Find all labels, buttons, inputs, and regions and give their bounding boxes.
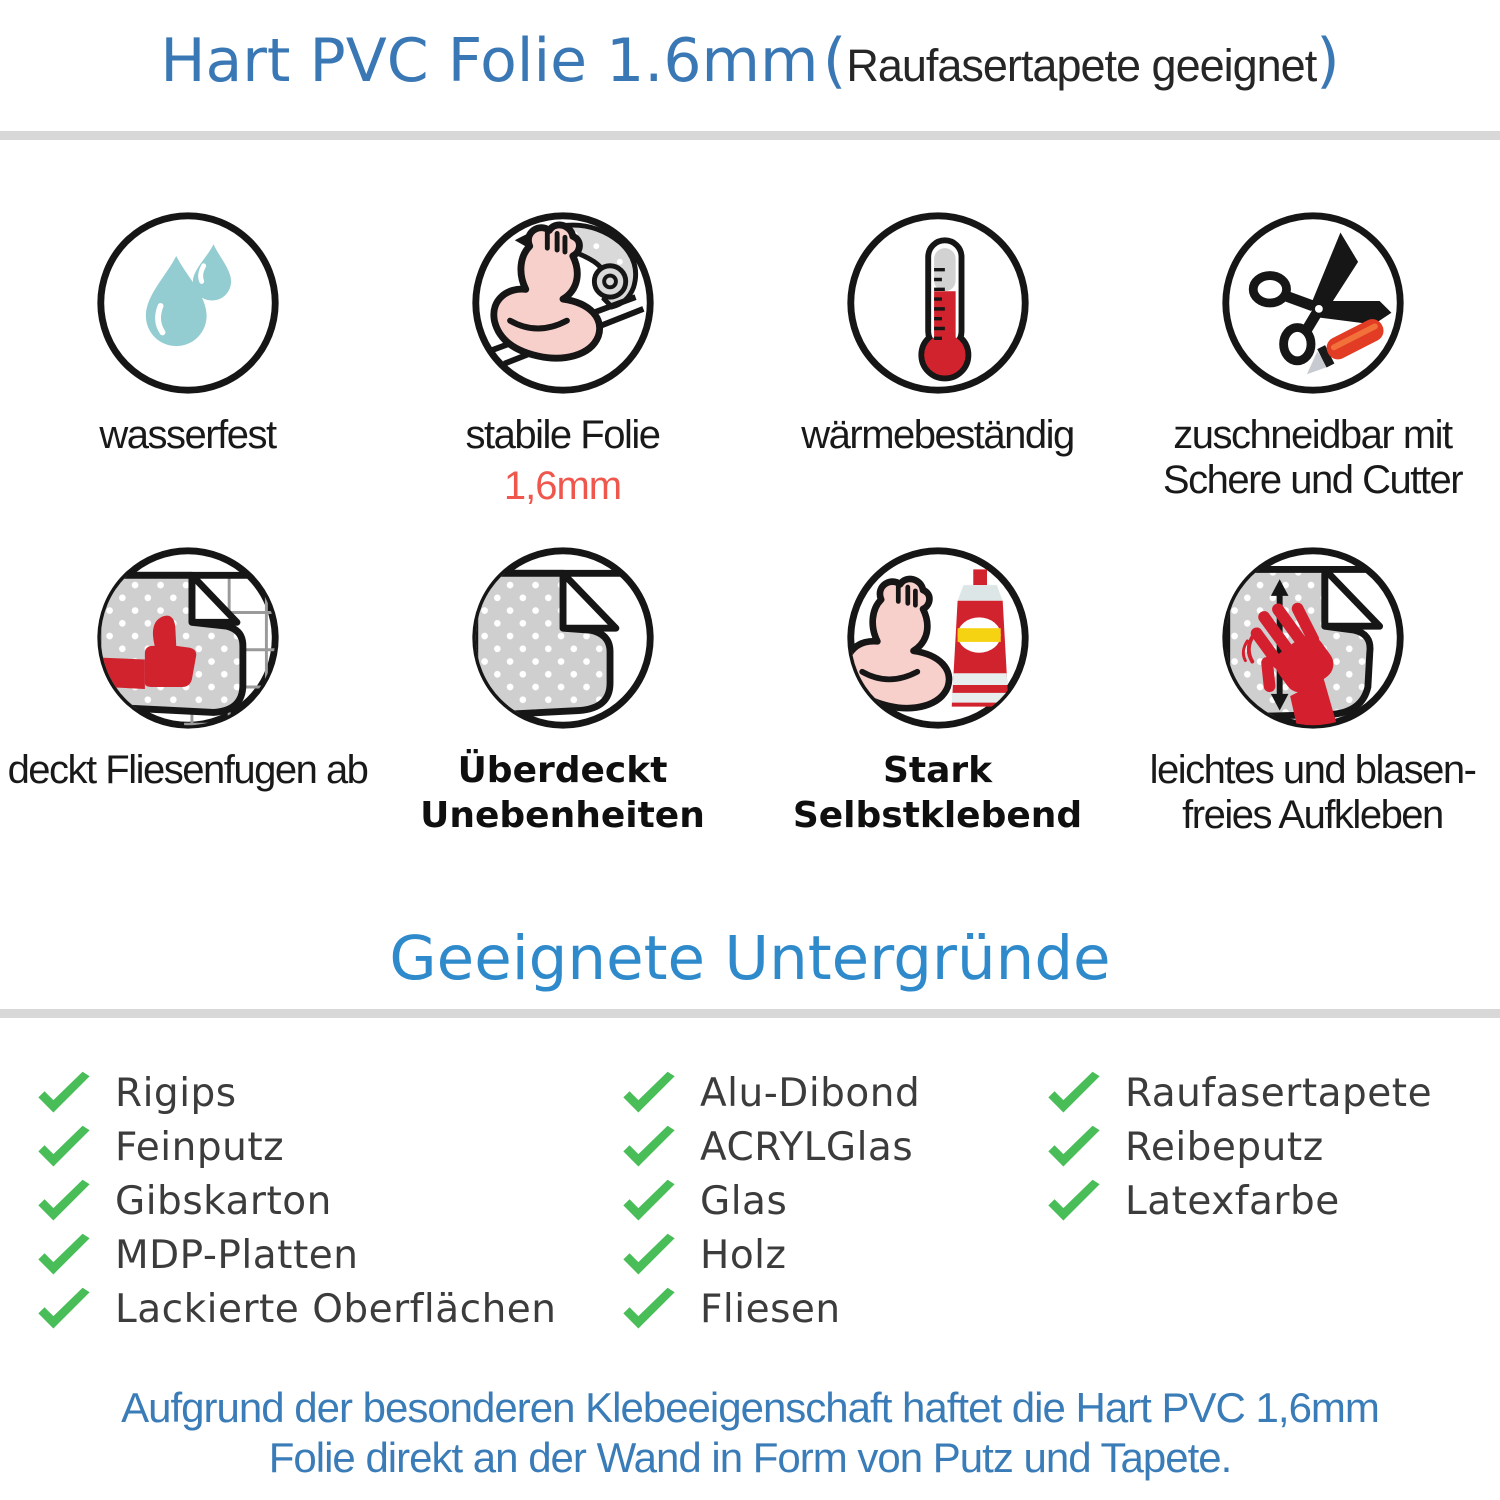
list-item: Fliesen [620, 1282, 1045, 1336]
substrates-column-3 [1045, 1066, 1432, 1336]
feature-label: wärmebeständig [801, 413, 1074, 457]
foil-fold-icon [465, 540, 661, 736]
substrates-list [35, 1066, 1432, 1336]
list-item: MDP-Platten [35, 1228, 620, 1282]
title-paren-open: ( [822, 26, 847, 96]
title-main: Hart PVC Folie 1.6mm [160, 26, 819, 96]
check-icon [620, 1124, 678, 1170]
list-item: Holz [620, 1228, 1045, 1282]
tile-joints-icon [90, 540, 286, 736]
footer-line-1: Aufgrund der besonderen Klebeeigenschaft haftet die Hart PVC 1,6mm [121, 1384, 1379, 1431]
list-item: Lackierte Oberflächen [35, 1282, 620, 1336]
list-item: Reibeputz [1045, 1120, 1432, 1174]
check-icon [35, 1286, 93, 1332]
substrates-column-2 [620, 1066, 1045, 1336]
check-icon [620, 1070, 678, 1116]
divider-top [0, 131, 1500, 140]
list-item: Rigips [35, 1066, 620, 1120]
list-item: ACRYLGlas [620, 1120, 1045, 1174]
list-item: Alu-Dibond [620, 1066, 1045, 1120]
feature-waterproof [0, 205, 375, 540]
list-item: Gibskarton [35, 1174, 620, 1228]
thermometer-icon [840, 205, 1036, 401]
list-item: Feinputz [35, 1120, 620, 1174]
check-icon [620, 1178, 678, 1224]
check-icon [35, 1070, 93, 1116]
feature-bubble-free [1125, 540, 1500, 875]
title-paren-text: Raufasertapete geeignet [846, 40, 1317, 91]
list-item: Latexfarbe [1045, 1174, 1432, 1228]
feature-label: Stark Selbstklebend [792, 750, 1083, 836]
substrates-heading: Geeignete Untergründe [389, 923, 1111, 994]
feature-covers-unevenness [375, 540, 750, 875]
hand-smoothing-icon [1215, 540, 1411, 736]
list-item: Raufasertapete [1045, 1066, 1432, 1120]
feature-heat-resistant [750, 205, 1125, 540]
list-item: Glas [620, 1174, 1045, 1228]
feature-label: zuschneidbar mit Schere und Cutter [1162, 413, 1463, 502]
water-drops-icon [90, 205, 286, 401]
muscle-glue-icon [840, 540, 1036, 736]
feature-stable-foil [375, 205, 750, 540]
check-icon [1045, 1124, 1103, 1170]
feature-label: deckt Fliesenfugen ab [7, 748, 368, 792]
feature-tile-joints [0, 540, 375, 875]
divider-substrates [0, 1009, 1500, 1018]
feature-label: stabile Folie [465, 413, 660, 457]
feature-strong-adhesive [750, 540, 1125, 875]
muscle-foil-icon [465, 205, 661, 401]
check-icon [35, 1178, 93, 1224]
check-icon [1045, 1178, 1103, 1224]
check-icon [620, 1232, 678, 1278]
scissors-cutter-icon [1215, 205, 1411, 401]
feature-grid [0, 205, 1500, 875]
feature-label: leichtes und blasen- freies Aufkleben [1149, 748, 1476, 837]
feature-thickness-value: 1,6mm [503, 463, 622, 508]
check-icon [35, 1124, 93, 1170]
footer-note [0, 1383, 1500, 1484]
title-paren-close: ) [1316, 26, 1340, 96]
page-title [0, 26, 1500, 96]
feature-cuttable [1125, 205, 1500, 540]
footer-line-2: Folie direkt an der Wand in Form von Putz und Tapete. [268, 1434, 1232, 1482]
check-icon [35, 1232, 93, 1278]
check-icon [620, 1286, 678, 1332]
substrates-column-1 [35, 1066, 620, 1336]
check-icon [1045, 1070, 1103, 1116]
feature-label: Überdeckt Unebenheiten [420, 750, 705, 836]
feature-label: wasserfest [99, 413, 276, 457]
